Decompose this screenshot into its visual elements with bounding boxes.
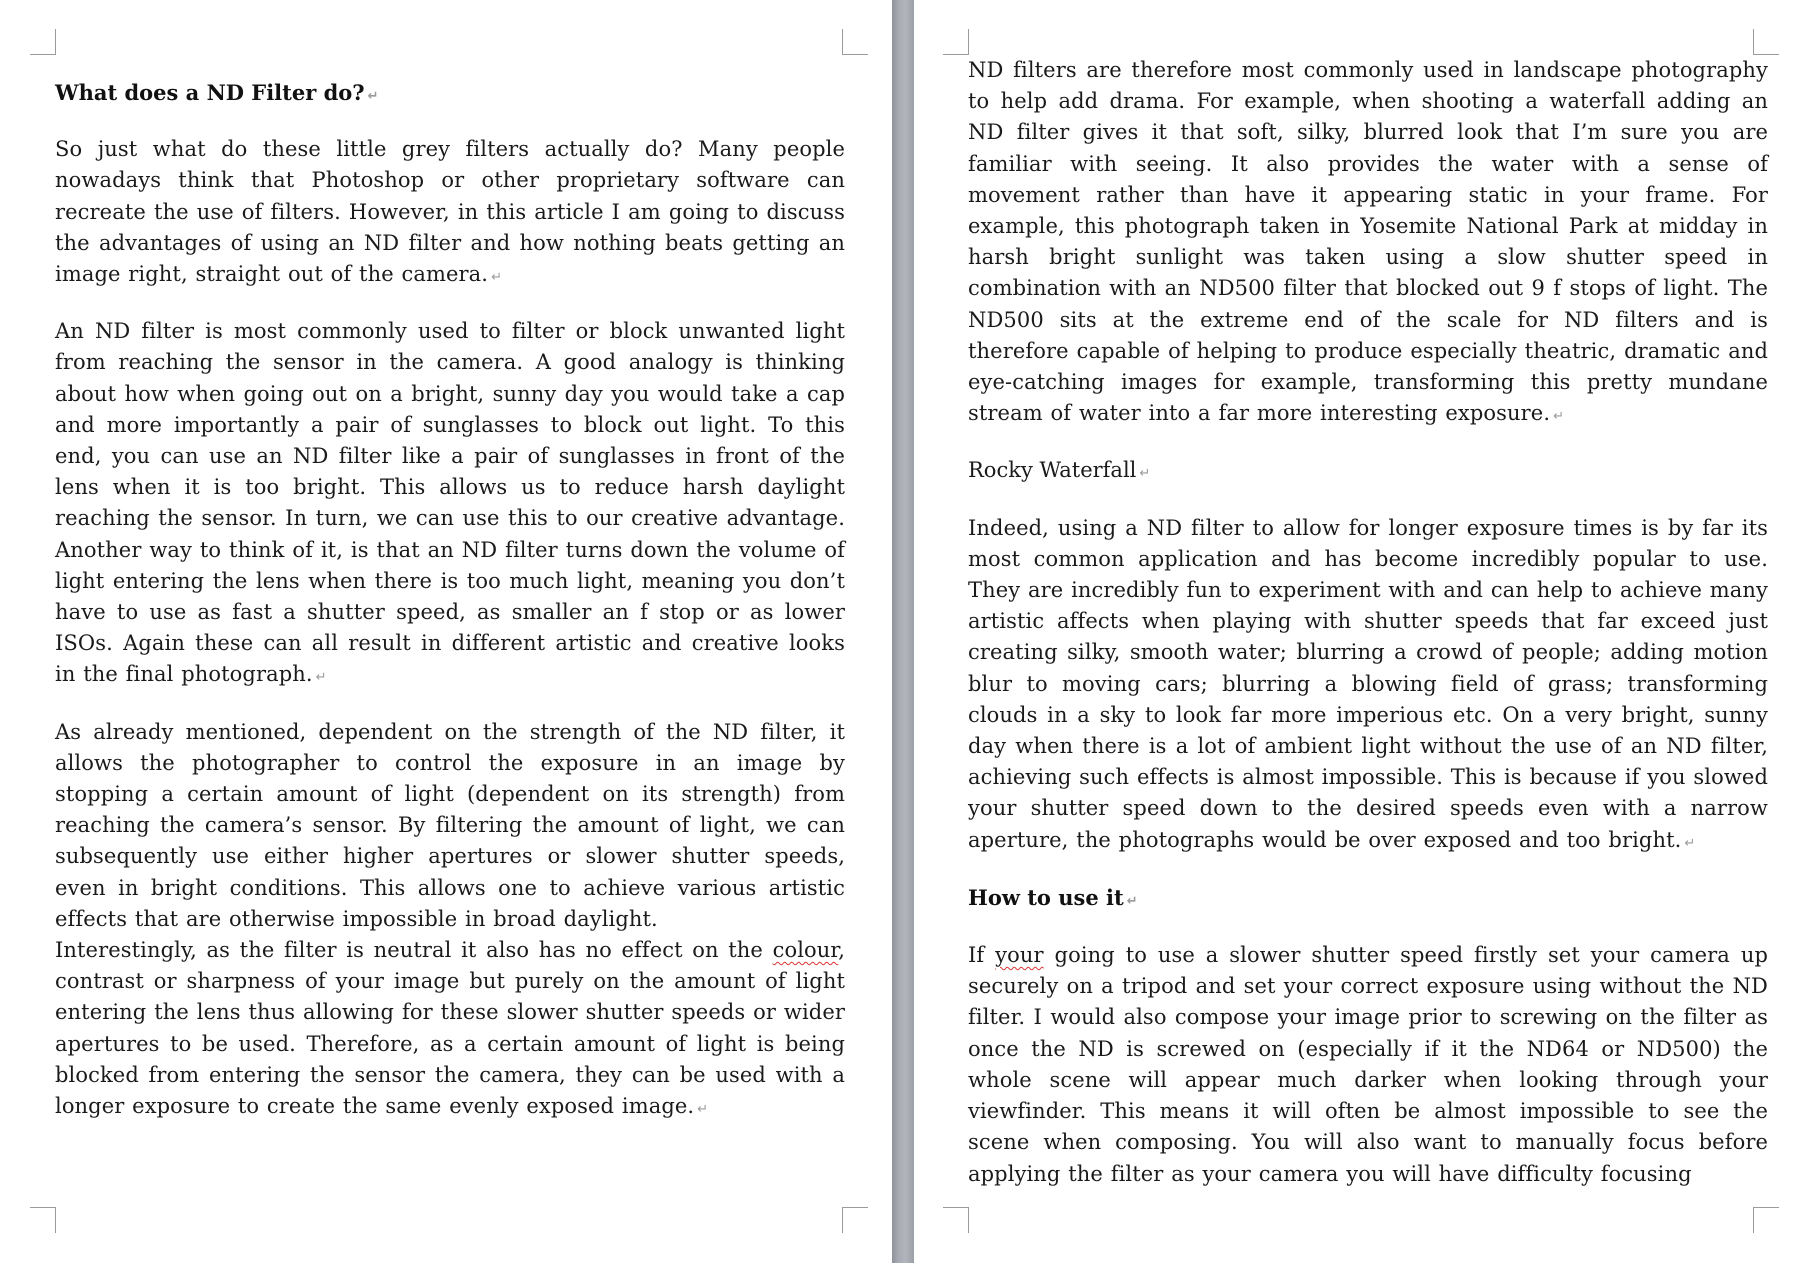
- document-page-left[interactable]: [0, 0, 892, 1263]
- paragraph-text: An ND filter is most commonly used to filter or block unwanted light from reaching the sensor in the camera. A good analogy is thinking about how when going out on a bright, sunny day you would take a cap and more importantly a pair of sunglasses to block out light. To this end, you can use an ND filter like a pair of sunglasses in front of the lens when it is too bright. This allows us to reduce harsh daylight reaching the sensor. In turn, we can use this to our creative advantage. Another way to think of it, is that an ND filter turns down the volume of light entering the lens when there is too much light, meaning you don’t have to use as fast a shutter speed, as smaller an f stop or as lower ISOs. Again these can all result in different artistic and creative looks in the final photograph.: [55, 319, 845, 687]
- body-paragraph[interactable]: [968, 55, 1768, 432]
- paragraph-text: If: [968, 943, 985, 968]
- paragraph-mark-icon: ↵: [491, 270, 503, 286]
- paragraph-mark-icon: ↵: [1126, 893, 1138, 909]
- spelling-flagged-word[interactable]: your: [995, 943, 1044, 968]
- paragraph-text: So just what do these little grey filters actually do? Many people nowadays think that Photoshop or other proprietary software can recreate the use of filters. However, in this article I am going to discuss the advantages of using an ND filter and how nothing beats getting an image right, straight out of the camera.: [55, 137, 845, 287]
- paragraph-mark-icon: ↵: [697, 1102, 709, 1118]
- crop-mark-bottom-right: [842, 1207, 868, 1233]
- heading-text: How to use it: [968, 884, 1124, 910]
- body-paragraph[interactable]: [55, 134, 845, 293]
- paragraph-mark-icon: ↵: [1553, 409, 1565, 425]
- crop-mark-top-left: [30, 29, 56, 55]
- section-heading-how-to-use[interactable]: [968, 882, 1768, 917]
- crop-mark-top-right: [842, 29, 868, 55]
- section-heading-what-does[interactable]: [55, 77, 845, 112]
- image-caption[interactable]: [968, 455, 1768, 489]
- spelling-flagged-word[interactable]: colour: [772, 938, 839, 963]
- caption-text: Rocky Waterfall: [968, 458, 1137, 483]
- paragraph-mark-icon: ↵: [367, 89, 379, 104]
- body-paragraph[interactable]: [968, 940, 1768, 1190]
- paragraph-text: As already mentioned, dependent on the strength of the ND filter, it allows the photographer to control the exposure in an image by stopping a certain amount of light (dependent on its strength) from reaching the camera’s sensor. By filtering the amount of light, we can subsequently use either higher apertures or slower shutter speeds, even in bright conditions. This allows one to achieve various artistic effects that are otherwise impossible in broad daylight.: [55, 719, 845, 931]
- crop-mark-bottom-left: [30, 1207, 56, 1233]
- crop-mark-bottom-left: [943, 1207, 969, 1233]
- paragraph-mark-icon: ↵: [1139, 466, 1151, 482]
- body-paragraph[interactable]: [968, 513, 1768, 859]
- crop-mark-bottom-right: [1753, 1207, 1779, 1233]
- paragraph-mark-icon: ↵: [1684, 835, 1696, 851]
- page-gutter: [892, 0, 914, 1263]
- right-page-content[interactable]: [968, 0, 1768, 1190]
- paragraph-text: Interestingly, as the filter is neutral it also has no effect on the: [55, 938, 763, 963]
- document-page-right[interactable]: [914, 0, 1808, 1263]
- left-page-content[interactable]: [55, 0, 845, 1125]
- paragraph-text: Indeed, using a ND filter to allow for longer exposure times is by far its most common application and has become incredibly popular to use. They are incredibly fun to experiment with and can help to achieve many artistic affects when playing with shutter speeds that far exceed just creating silky, smooth water; blurring a crowd of people; adding motion blur to moving cars; blurring a blowing field of grass; transforming clouds in a sky to look far more imperious etc. On a very bright, sunny day when there is a lot of ambient light without the use of an ND filter, achieving such effects is almost impossible. This is because if you slowed your shutter speed down to the desired speeds even with a narrow aperture, the photographs would be over exposed and too bright.: [968, 515, 1768, 852]
- body-paragraph[interactable]: [55, 717, 845, 935]
- paragraph-text: , contrast or sharpness of your image but purely on the amount of light entering the lens thus allowing for these slower shutter speeds or wider apertures to be used. Therefore, as a certain amount of light is being blocked from entering the sensor the camera, they can be used with a longer exposure to create the same evenly exposed image.: [55, 938, 845, 1119]
- paragraph-text: ND filters are therefore most commonly used in landscape photography to help add drama. For example, when shooting a waterfall adding an ND filter gives it that soft, silky, blurred look that I’m sure you are familiar with seeing. It also provides the water with a sense of movement rather than have it appearing static in your frame. For example, this photograph taken in Yosemite National Park at midday in harsh bright sunlight was taken using a slow shutter speed in combination with an ND500 filter that blocked out 9 f stops of light. The ND500 sits at the extreme end of the scale for ND filters and is therefore capable of helping to produce especially theatric, dramatic and eye-catching images for example, transforming this pretty mundane stream of water into a far more interesting exposure.: [968, 58, 1768, 426]
- paragraph-mark-icon: ↵: [315, 670, 327, 686]
- crop-mark-top-left: [943, 29, 969, 55]
- body-paragraph[interactable]: [55, 316, 845, 693]
- paragraph-text: going to use a slower shutter speed firstly set your camera up securely on a tripod and set your correct exposure using without the ND filter. I would also compose your image prior to screwing on the filter as once the ND is screwed on (especially if it the ND64 or ND500) the whole scene will appear much darker when looking through your viewfinder. This means it will often be almost impossible to see the scene when composing. You will also want to manually focus before applying the filter as your camera you will have difficulty focusing: [968, 943, 1768, 1186]
- body-paragraph[interactable]: [55, 935, 845, 1125]
- heading-text: What does a ND Filter do?: [55, 80, 365, 105]
